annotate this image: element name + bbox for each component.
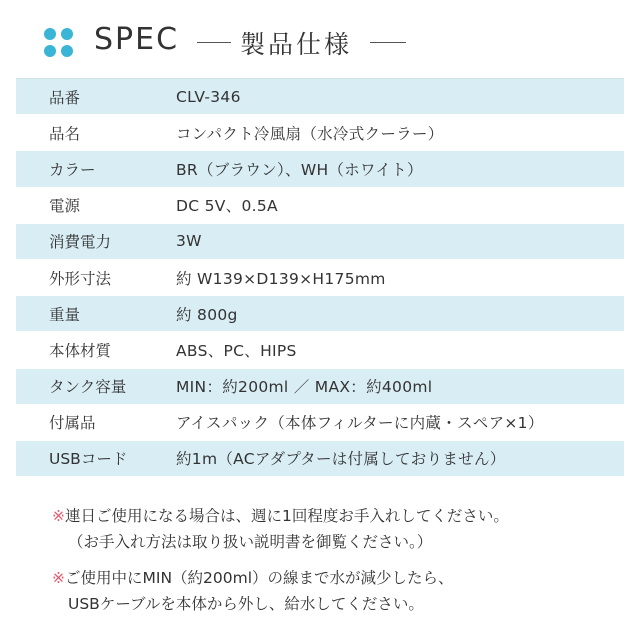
table-row (16, 332, 624, 368)
row-value: CLV-346 (176, 87, 241, 106)
row-value: 3W (176, 232, 202, 251)
dot (44, 45, 56, 57)
title-dash-right (370, 42, 406, 43)
dot (44, 28, 56, 40)
row-value: DC 5V、0.5A (176, 197, 278, 216)
note-text: 連日ご使用になる場合は、週に1回程度お手入れしてください。 (65, 507, 509, 525)
table-row (16, 369, 624, 405)
title-dash-left (197, 42, 231, 43)
row-label: 電源 (49, 197, 81, 216)
table-row (16, 405, 624, 441)
table-row (16, 115, 624, 151)
note-line (52, 503, 612, 529)
table-row (16, 188, 624, 224)
note-mark: ※ (52, 569, 65, 587)
row-value: 約 800g (176, 305, 238, 324)
row-value: ABS、PC、HIPS (176, 341, 297, 360)
note-text: ご使用中にMIN（約200ml）の線まで水が減少したら、 (65, 569, 454, 587)
row-value: 約1m（ACアダプターは付属しておりません） (176, 450, 506, 469)
row-label: カラー (49, 160, 96, 179)
spec-table (16, 78, 624, 477)
product-spec-title: 製品仕様 (240, 30, 353, 59)
dot (61, 28, 73, 40)
table-row (16, 79, 624, 115)
table-row (16, 224, 624, 260)
table-row (16, 151, 624, 187)
note-line: （お手入れ方法は取り扱い説明書を御覧ください。） (68, 533, 433, 551)
four-dots-icon (44, 28, 74, 58)
note-line (52, 565, 612, 591)
row-label: 重量 (49, 305, 81, 324)
table-row (16, 441, 624, 477)
row-value: MIN：約200ml ／ MAX：約400ml (176, 378, 433, 397)
row-label: 消費電力 (49, 233, 112, 252)
row-value: アイスパック（本体フィルターに内蔵・スペア×1） (176, 414, 544, 433)
row-label: 品番 (49, 88, 81, 107)
row-value: BR（ブラウン）、WH（ホワイト） (176, 160, 423, 179)
row-label: 外形寸法 (49, 269, 112, 288)
table-row (16, 296, 624, 332)
row-label: USBコード (49, 450, 128, 469)
row-label: 本体材質 (49, 341, 112, 360)
spec-heading: SPEC (94, 22, 180, 57)
dot (61, 45, 73, 57)
row-label: タンク容量 (49, 378, 127, 397)
row-value: コンパクト冷風扇（水冷式クーラー） (176, 124, 444, 143)
note-line: USBケーブルを本体から外し、給水してください。 (68, 595, 424, 613)
notes-section (52, 503, 612, 627)
row-label: 品名 (49, 124, 81, 143)
spec-header (0, 0, 640, 78)
row-value: 約 W139×D139×H175mm (176, 269, 386, 288)
water-refill-note (52, 565, 612, 617)
maintenance-note (52, 503, 612, 555)
table-row (16, 260, 624, 296)
note-mark: ※ (52, 507, 65, 525)
row-label: 付属品 (49, 414, 96, 433)
